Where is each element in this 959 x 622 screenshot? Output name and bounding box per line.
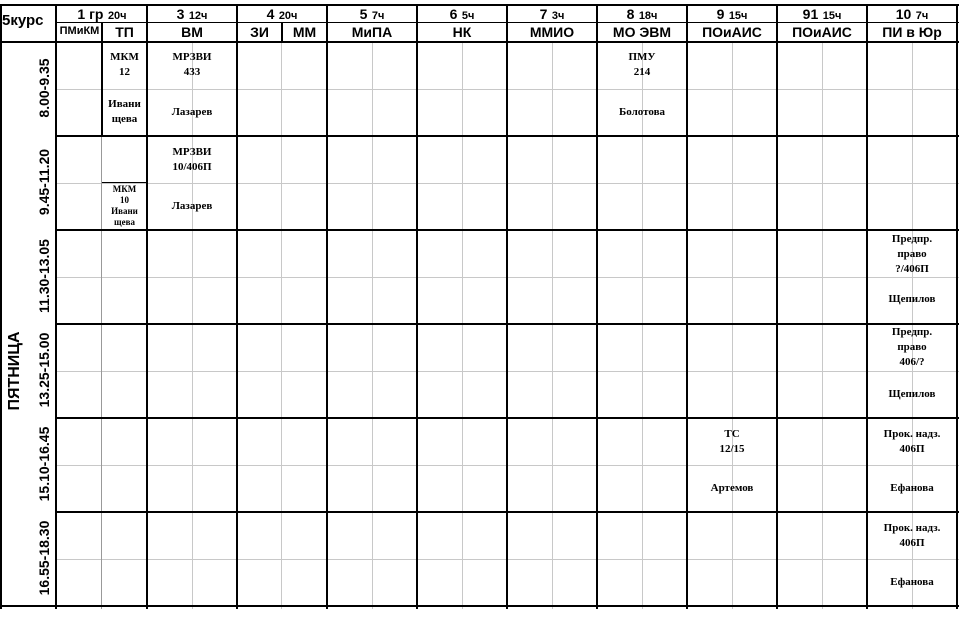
grid-line — [57, 229, 959, 231]
group-number: 8 — [626, 6, 635, 22]
lesson-teacher: Щепилов — [888, 293, 936, 305]
grid-line — [416, 4, 418, 609]
group-number: 91 — [802, 6, 819, 22]
group-hours: 15ч — [728, 10, 748, 22]
grid-line — [281, 42, 282, 609]
time-slot-label: 11.30-13.05 — [36, 239, 52, 313]
specialty-label: ПИ в Юр — [882, 24, 942, 40]
half-row-line — [57, 371, 959, 372]
lesson-teacher: Болотова — [618, 106, 666, 118]
lesson-subject-room-teacher: МКМ 10 Ивани щева — [111, 184, 138, 227]
lesson-teacher: Ефанова — [890, 482, 934, 494]
group-header — [597, 6, 687, 24]
group-header — [237, 6, 327, 24]
specialty-label: МО ЭВМ — [612, 24, 672, 40]
lesson-subject-room: ТС 12/15 — [719, 428, 745, 455]
lesson-subject-room: МРЗВИ 10/406П — [172, 146, 212, 173]
grid-line — [686, 4, 688, 609]
lesson-teacher: Ивани щева — [108, 98, 141, 125]
specialty-label: МиПА — [351, 24, 393, 40]
grid-line — [57, 323, 959, 325]
group-number: 7 — [539, 6, 548, 22]
half-row-line — [57, 465, 959, 466]
specialty-label: ПОиАИС — [792, 24, 852, 40]
group-header — [777, 6, 867, 24]
time-slot-label: 15.10-16.45 — [36, 426, 52, 502]
subcol-line — [642, 42, 643, 609]
grid-line — [0, 4, 2, 609]
group-header — [57, 6, 147, 24]
time-slot-label: 13.25-15.00 — [36, 332, 52, 408]
grid-line — [506, 4, 508, 609]
subcol-line — [552, 42, 553, 609]
grid-line — [57, 417, 959, 419]
subcol-line — [462, 42, 463, 609]
specialty-label: ПМиКМ — [59, 25, 100, 37]
time-slot-label: 9.45-11.20 — [36, 148, 52, 216]
group-hours: 20ч — [278, 10, 298, 22]
specialty-label: ВМ — [181, 24, 203, 40]
group-hours: 7ч — [915, 10, 929, 22]
lesson-teacher: Лазарев — [171, 106, 213, 118]
lesson-subject-room: Прок. надз. 406П — [883, 522, 941, 549]
group-header — [417, 6, 507, 24]
group-number: 6 — [449, 6, 458, 22]
group-number: 3 — [176, 6, 185, 22]
lesson-teacher: Артемов — [710, 482, 754, 494]
grid-line — [102, 182, 147, 183]
group-hours: 20ч — [107, 10, 127, 22]
lesson-subject-room: Предпр. право 406/? — [891, 326, 933, 368]
group-number: 4 — [266, 6, 275, 22]
grid-line — [596, 4, 598, 609]
specialty-label: ММИО — [529, 24, 575, 40]
group-header — [507, 6, 597, 24]
half-row-line — [57, 89, 959, 90]
day-label: ПЯТНИЦА — [6, 331, 23, 411]
specialty-label: НК — [452, 24, 472, 40]
half-row-line — [57, 277, 959, 278]
half-row-line — [57, 559, 959, 560]
grid-line — [326, 4, 328, 609]
lesson-subject-room: МКМ 12 — [110, 51, 139, 78]
grid-line — [146, 4, 148, 609]
grid-line — [776, 4, 778, 609]
group-number: 1 гр — [77, 6, 104, 22]
lesson-subject-room: Предпр. право ?/406П — [891, 233, 933, 275]
lesson-teacher: Щепилов — [888, 388, 936, 400]
group-header — [147, 6, 237, 24]
grid-line — [55, 4, 57, 609]
subcol-line — [732, 42, 733, 609]
group-number: 5 — [359, 6, 368, 22]
grid-line — [57, 135, 959, 137]
group-number: 9 — [716, 6, 725, 22]
group-header — [867, 6, 957, 24]
group-header — [327, 6, 417, 24]
grid-line — [0, 41, 959, 43]
lesson-teacher: Ефанова — [890, 576, 934, 588]
group-hours: 18ч — [638, 10, 658, 22]
group-number: 10 — [895, 6, 912, 22]
group-header — [687, 6, 777, 24]
half-row-line — [57, 183, 959, 184]
subcol-line — [192, 42, 193, 609]
group-hours: 15ч — [822, 10, 842, 22]
group-hours: 5ч — [461, 10, 475, 22]
grid-line — [0, 605, 959, 607]
time-slot-label: 8.00-9.35 — [36, 58, 52, 118]
group-hours: 7ч — [371, 10, 385, 22]
specialty-label: ММ — [292, 24, 317, 40]
specialty-label: ТП — [115, 24, 134, 40]
lesson-subject-room: Прок. надз. 406П — [883, 428, 941, 455]
course-label: 5курс — [2, 12, 44, 29]
subcol-line — [822, 42, 823, 609]
lesson-subject-room: ПМУ 214 — [628, 51, 656, 78]
specialty-label: ЗИ — [250, 24, 269, 40]
group-hours: 12ч — [188, 10, 208, 22]
specialty-label: ПОиАИС — [702, 24, 762, 40]
lesson-teacher: Лазарев — [171, 200, 213, 212]
time-slot-label: 16.55-18.30 — [36, 520, 52, 596]
subcol-line — [372, 42, 373, 609]
group-hours: 3ч — [551, 10, 565, 22]
lesson-subject-room: МРЗВИ 433 — [172, 51, 212, 78]
grid-line — [236, 4, 238, 609]
grid-line — [57, 511, 959, 513]
